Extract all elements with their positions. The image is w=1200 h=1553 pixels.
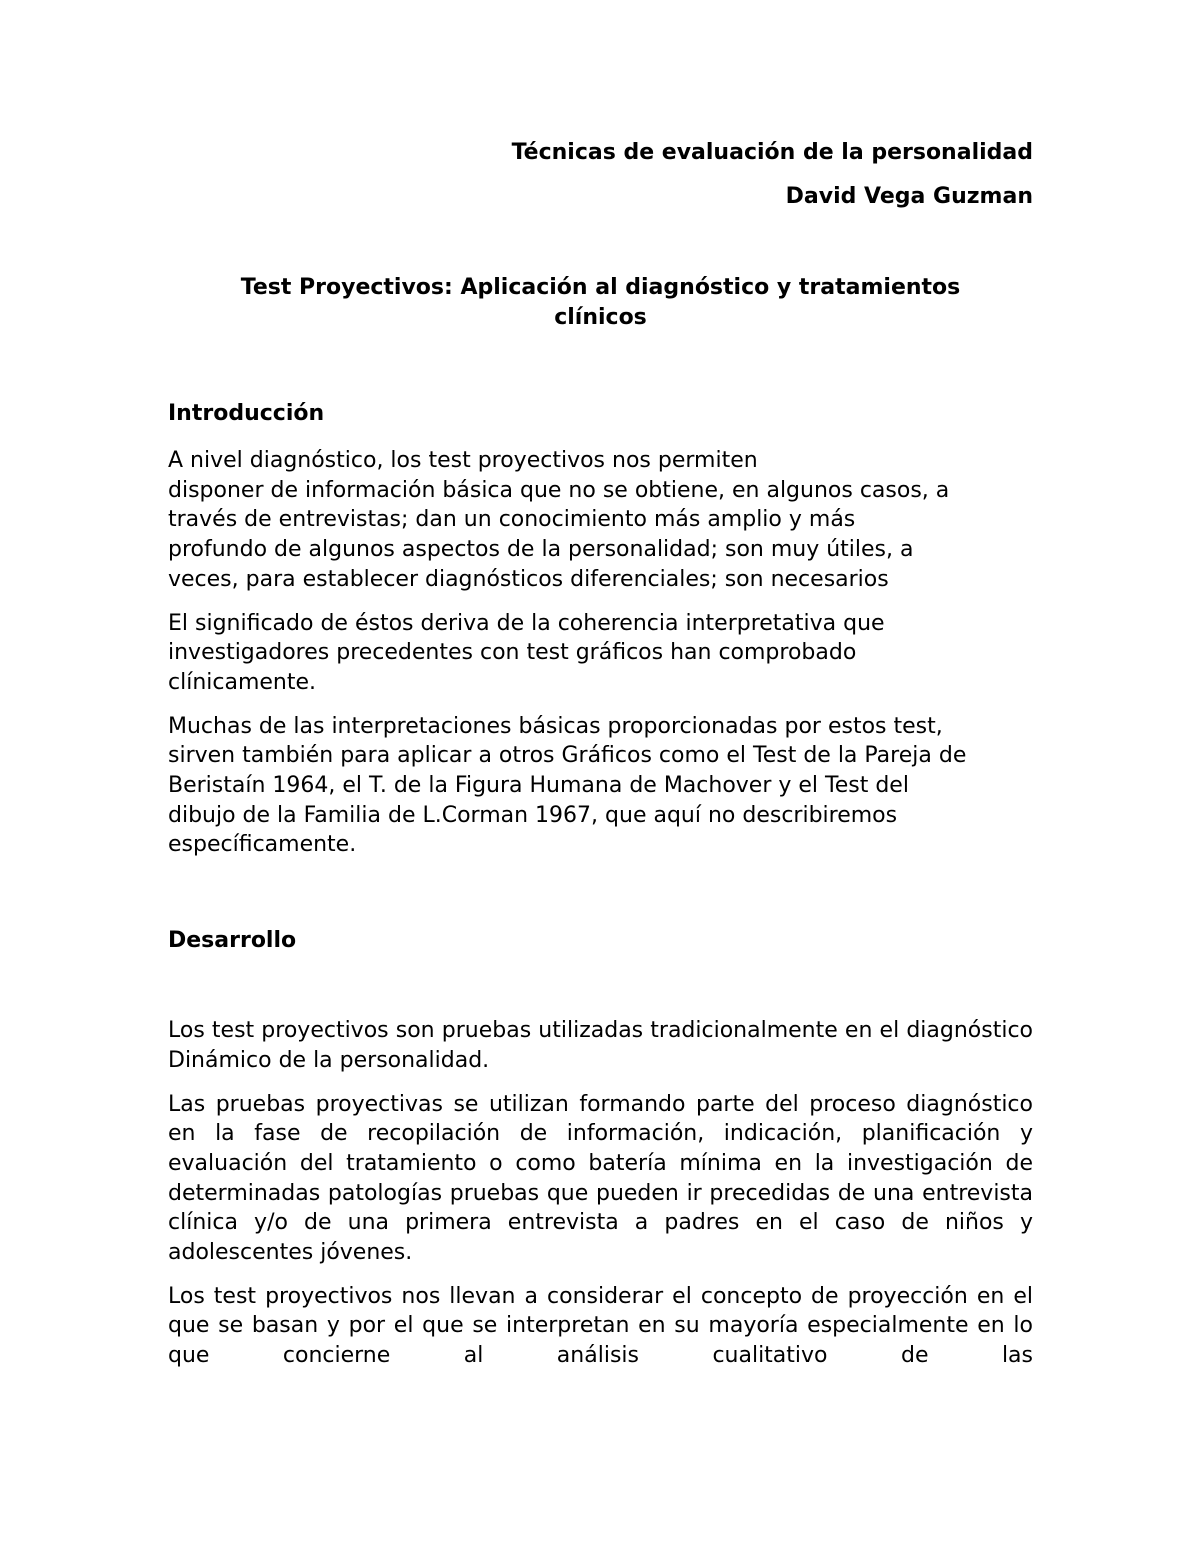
paragraph-line: Beristaín 1964, el T. de la Figura Humana de Machover y el Test del	[168, 773, 909, 799]
paragraph-line: sirven también para aplicar a otros Gráficos como el Test de la Pareja de	[168, 743, 967, 769]
paragraph-line: dibujo de la Familia de L.Corman 1967, que aquí no describiremos	[168, 802, 898, 828]
paragraph-line: El significado de éstos deriva de la coherencia interpretativa que	[168, 610, 885, 636]
paragraph-line: A nivel diagnóstico, los test proyectivos nos permiten	[168, 448, 758, 473]
paragraph-line: través de entrevistas; dan un conocimiento más amplio y más	[168, 507, 856, 533]
paragraph-line: investigadores precedentes con test gráficos han comprobado	[168, 640, 857, 666]
paragraph-line: Muchas de las interpretaciones básicas proporcionadas por estos test,	[168, 713, 943, 739]
paragraph-line: veces, para establecer diagnósticos diferenciales; son necesarios	[168, 566, 889, 592]
development-heading: Desarrollo	[168, 928, 297, 954]
document-title: Test Proyectivos: Aplicación al diagnóstico y tratamientos clínicos	[240, 275, 961, 330]
paragraph-line: disponer de información básica que no se obtiene, en algunos casos, a	[168, 477, 950, 503]
development-paragraph-2: Las pruebas proyectivas se utilizan formando parte del proceso diagnóstico en la fase de recopilación de información, indicación, planificación y evaluación del tratamiento o como batería mínima en la investigación de determinadas patologías pruebas que pueden ir precedidas de una entrevista clínica y/o de una primera entrevista a padres en el caso de niños y adolescentes jóvenes.	[168, 1091, 1033, 1266]
paragraph-line: clínicamente.	[168, 669, 317, 695]
introduction-paragraph-2	[168, 609, 1033, 698]
development-paragraph-3: Los test proyectivos nos llevan a considerar el concepto de proyección en el que se basan y por el que se interpretan en su mayoría especialmente en lo que concierne al análisis cualitativo de las	[168, 1283, 1033, 1369]
course-title: Técnicas de evaluación de la personalidad	[511, 140, 1033, 165]
paragraph-line: específicamente.	[168, 832, 357, 858]
author-name: David Vega Guzman	[785, 184, 1033, 209]
introduction-heading: Introducción	[168, 401, 325, 426]
document-content	[168, 137, 1033, 1371]
development-paragraph-1: Los test proyectivos son pruebas utilizadas tradicionalmente en el diagnóstico Dinámico de la personalidad.	[168, 1018, 1033, 1073]
introduction-paragraph-1	[168, 446, 1033, 595]
paragraph-line: profundo de algunos aspectos de la personalidad; son muy útiles, a	[168, 537, 914, 563]
introduction-paragraph-3	[168, 712, 1033, 861]
